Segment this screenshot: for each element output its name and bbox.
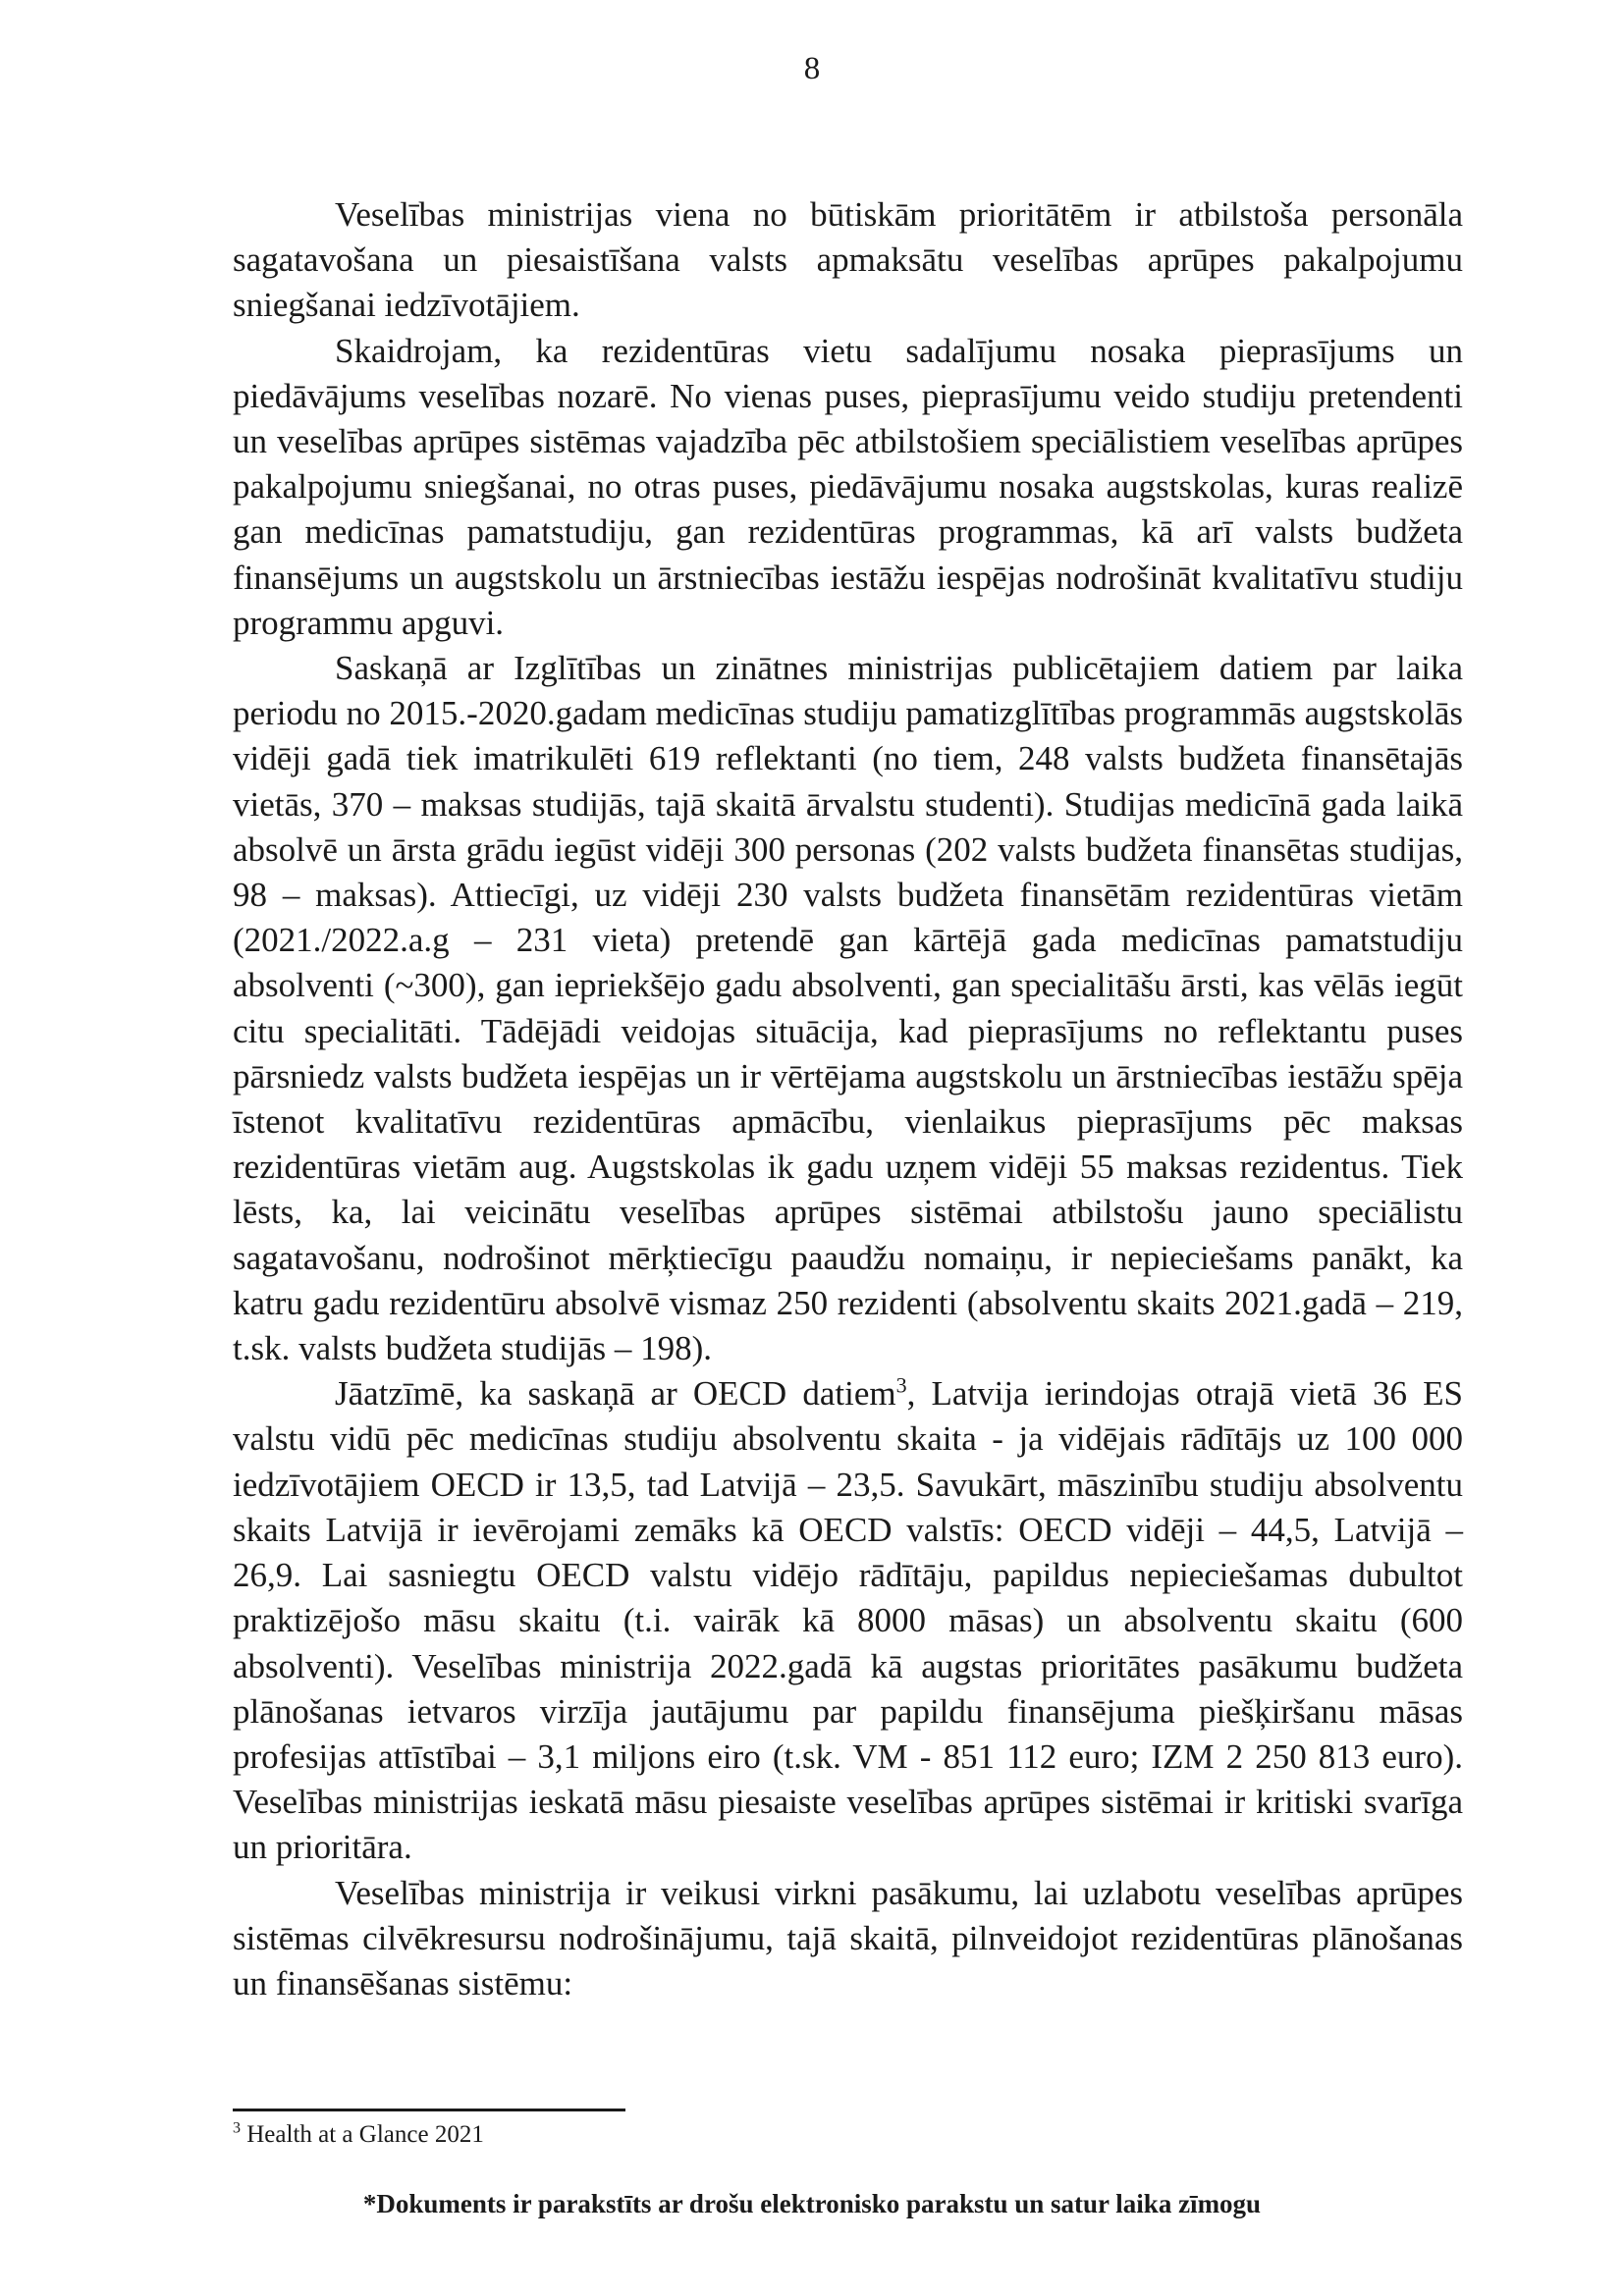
oecd-text-before: Jāatzīmē, ka saskaņā ar OECD datiem [335, 1374, 896, 1414]
signature-notice: *Dokuments ir parakstīts ar drošu elektronisko parakstu un satur laika zīmogu [362, 2189, 1262, 2218]
footnote-text: Health at a Glance 2021 [241, 2121, 484, 2148]
paragraph-measures-intro: Veselības ministrija ir veikusi virkni pasākumu, lai uzlabotu veselības aprūpes sistēmas cilvēkresursu nodrošinājumu, tajā skaitā, pilnveidojot rezidentūras plānošanas un finansēšanas sistēmu: [233, 1873, 1463, 2002]
paragraph-priorities: Veselības ministrijas viena no būtiskām prioritātēm ir atbilstoša personāla sagatavošana un piesaistīšana valsts apmaksātu veselības aprūpes pakalpojumu sniegšanai iedzīvotājiem. [233, 195, 1463, 325]
page-number: 8 [803, 51, 821, 86]
footnote [233, 2121, 484, 2149]
paragraph-residency-allocation: Skaidrojam, ka rezidentūras vietu sadalījumu nosaka pieprasījums un piedāvājums veselības nozarē. No vienas puses, pieprasījumu veido studiju pretendenti un veselības aprūpes sistēmas vajadzība pēc atbilstošiem speciālistiem veselības aprūpes pakalpojumu sniegšanai, no otras puses, piedāvājumu nosaka augstskolas, kuras realizē gan medicīnas pamatstudiju, gan rezidentūras programmas, kā arī valsts budžeta finansējums un augstskolu un ārstniecības iestāžu iespējas nodrošināt kvalitatīvu studiju programmu apguvi. [233, 331, 1463, 642]
oecd-text-after: , Latvija ierindojas otrajā vietā 36 ES valstu vidū pēc medicīnas studiju absolventu skaita - ja vidējais rādītājs uz 100 000 iedzīvotājiem OECD ir 13,5, tad Latvijā – 23,5. Savukārt, māszinību studiju absolventu skaits Latvijā ir ievērojami zemāks kā OECD valstīs: OECD vidēji – 44,5, Latvijā – 26,9. Lai sasniegtu OECD valstu vidējo rādītāju, papildus nepieciešamas dubultot praktizējošo māsu skaitu (t.i. vairāk kā 8000 māsas) un absolventu skaitu (600 absolventi). Veselības ministrija 2022.gadā kā augstas prioritātes pasākumu budžeta plānošanas ietvaros virzīja jautājumu par papildu finansējuma piešķiršanu māsas profesijas attīstībai – 3,1 miljons eiro (t.sk. VM - 851 112 euro; IZM 2 250 813 euro). Veselības ministrijas ieskatā māsu piesaiste veselības aprūpes sistēmai ir kritiski svarīga un prioritāra. [233, 1374, 1463, 1867]
paragraph-oecd-comparison [233, 1371, 1463, 1870]
paragraph-enrollment-statistics: Saskaņā ar Izglītības un zinātnes ministrijas publicētajiem datiem par laika periodu no 2015.-2020.gadam medicīnas studiju pamatizglītības programmās augstskolās vidēji gadā tiek imatrikulēti 619 reflektanti (no tiem, 248 valsts budžeta finansētajās vietās, 370 – maksas studijās, tajā skaitā ārvalstu studenti). Studijas medicīnā gada laikā absolvē un ārsta grādu iegūst vidēji 300 personas (202 valsts budžeta finansētas studijas, 98 – maksas). Attiecīgi, uz vidēji 230 valsts budžeta finansētām rezidentūras vietām (2021./2022.a.g – 231 vieta) pretendē gan kārtējā gada medicīnas pamatstudiju absolventi (~300), gan iepriekšējo gadu absolventi, gan specialitāšu ārsti, kas vēlās iegūt citu specialitāti. Tādējādi veidojas situācija, kad pieprasījums no reflektantu puses pārsniedz valsts budžeta iespējas un ir vērtējama augstskolu un ārstniecības iestāžu spēja īstenot kvalitatīvu rezidentūras apmācību, vienlaikus pieprasījums pēc maksas rezidentūras vietām aug. Augstskolas ik gadu uzņem vidēji 55 maksas rezidentus. Tiek lēsts, ka, lai veicinātu veselības aprūpes sistēmai atbilstošu jauno speciālistu sagatavošanu, nodrošinot mērķtiecīgu paaudžu nomaiņu, ir nepieciešams panākt, ka katru gadu rezidentūru absolvē vismaz 250 rezidenti (absolventu skaits 2021.gadā – 219, t.sk. valsts budžeta studijās – 198). [233, 649, 1463, 1368]
body-text [233, 192, 1463, 2006]
footnote-separator [233, 2109, 625, 2111]
footnote-marker: 3 [233, 2119, 241, 2137]
footnote-reference[interactable]: 3 [895, 1372, 907, 1398]
